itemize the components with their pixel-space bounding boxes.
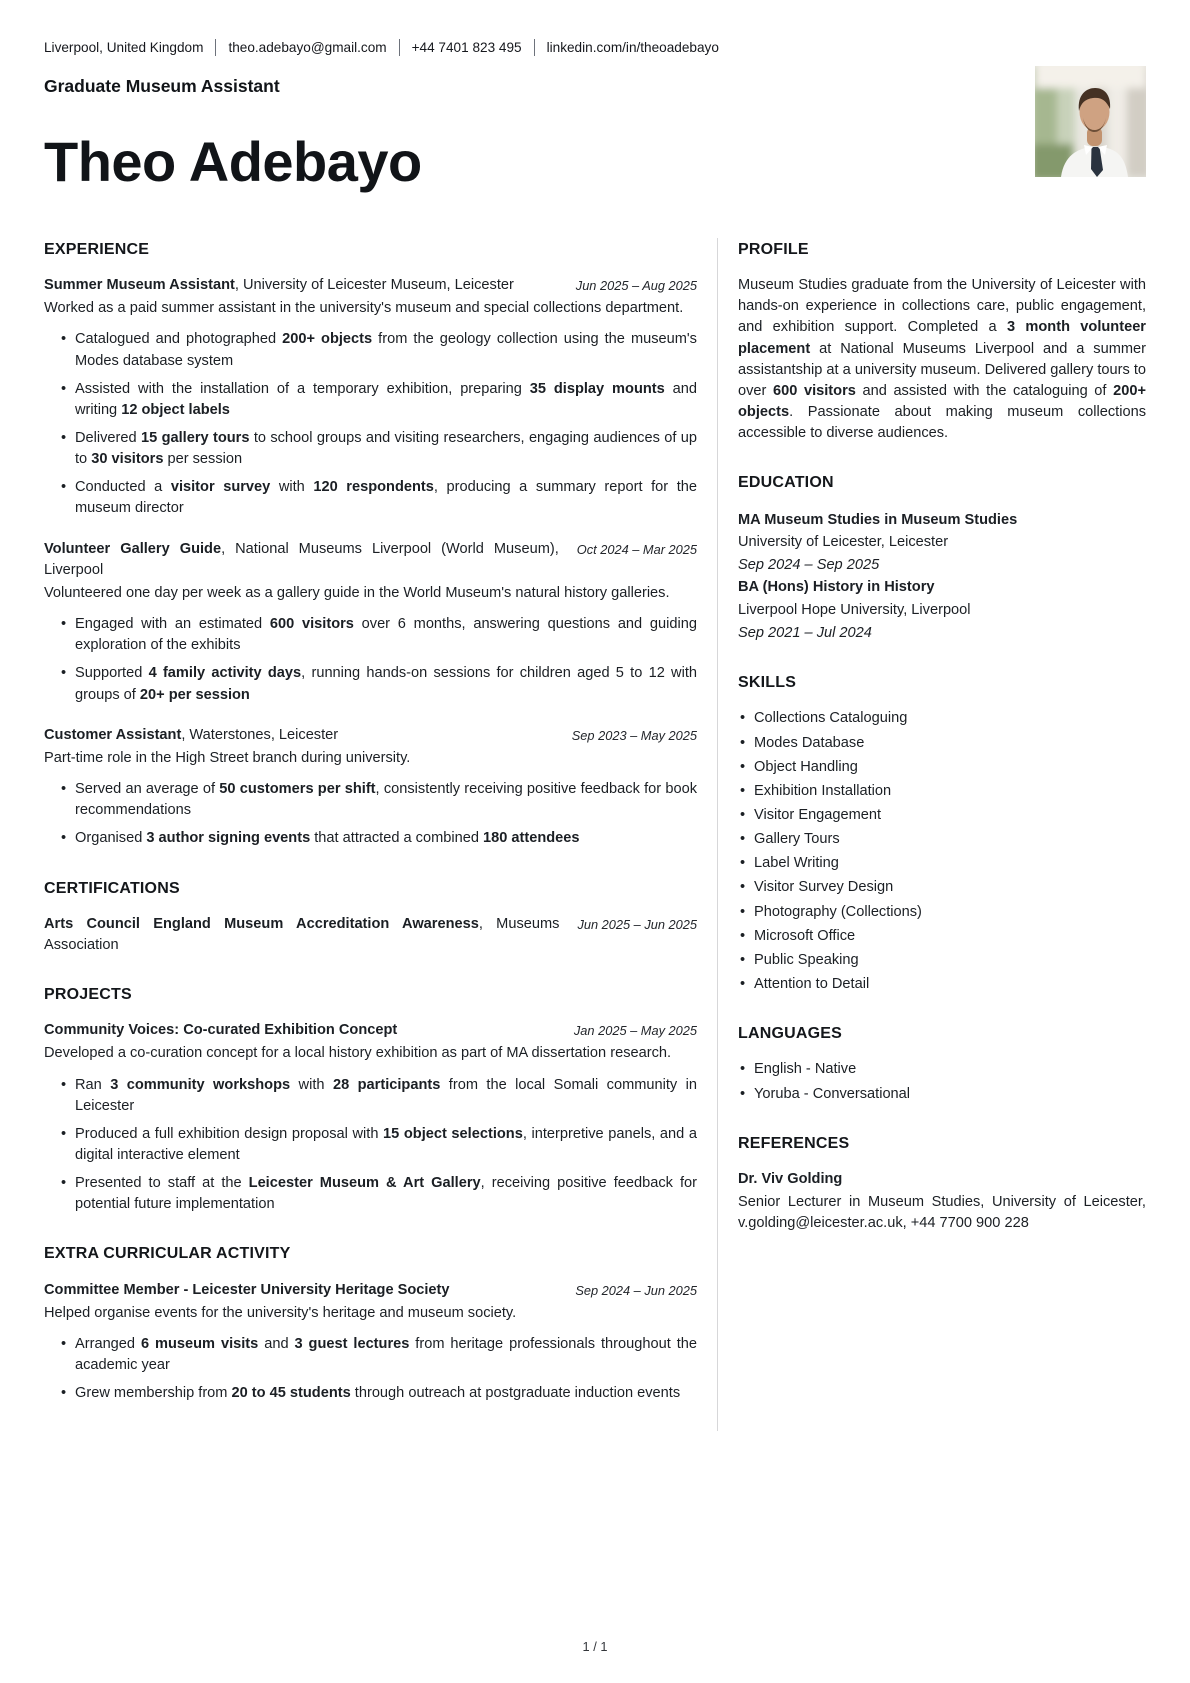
section-heading: PROFILE [738,240,809,258]
phone-text: +44 7401 823 495 [411,40,522,55]
entry-header [44,725,697,746]
entry-header [44,275,697,296]
right-column [718,238,1146,1432]
bullet-item: • Supported 4 family activity days, running hands-on sessions for children aged 5 to 12 with groups of 20+ per session [44,663,697,705]
bullet-item: • Conducted a visitor survey with 120 respondents, producing a summary report for the museum director [44,477,697,519]
contact-separator [399,39,400,56]
entry-arts-council-england-museum-accreditatio [44,914,697,956]
bullet-item: • Organised 3 author signing events that attracted a combined 180 attendees [44,828,697,849]
entry-volunteer-gallery-guide [44,539,697,706]
bullet-item: • Assisted with the installation of a temporary exhibition, preparing 35 display mounts and writing 12 object labels [44,379,697,421]
entry-title: Committee Member - Leicester University Heritage Society [44,1281,450,1298]
entry-summary: Part-time role in the High Street branch during university. [44,749,411,766]
resume-columns [44,238,1146,1432]
entry-customer-assistant [44,725,697,850]
school-name: Liverpool Hope University, Liverpool [738,601,971,618]
entry-committee-member-leicester-university-he [44,1280,697,1405]
entry-summary: Helped organise events for the university's heritage and museum society. [44,1304,517,1321]
section-certifications [44,877,697,957]
bullet-item: • Grew membership from 20 to 45 students through outreach at postgraduate induction events [44,1383,697,1404]
entry-community-voices-co-curated-exhibition-c [44,1020,697,1215]
skills-item: • Public Speaking [738,950,1146,971]
linkedin-text: linkedin.com/in/theoadebayo [546,40,719,55]
entry-summary: Worked as a paid summer assistant in the university's museum and special collections department. [44,300,684,317]
entry-header [44,914,697,956]
skills-item: • Gallery Tours [738,829,1146,850]
entry-date: Jun 2025 – Aug 2025 [575,278,697,294]
section-experience [44,238,697,850]
section-profile [738,238,1146,444]
skills-item: • Label Writing [738,853,1146,874]
section-heading: SKILLS [738,674,797,692]
profile-text: Museum Studies graduate from the University of Leicester with hands-on experience in collections care, public engagement, and exhibition support. Completed a 3 month volunteer placement at National Museums Liverpool and a summer assistantship at a university museum. Delivered gallery tours to over 600 visitors and assisted with the cataloguing of 200+ objects. Passionate about making museum collections accessible to diverse audiences. [738,277,1146,442]
section-skills [738,671,1146,995]
skills-item: • Attention to Detail [738,974,1146,995]
contact-row [44,38,1146,58]
languages-item: • English - Native [738,1059,1146,1080]
skills-list [738,708,1146,995]
bullet-item: • Arranged 6 museum visits and 3 guest lectures from heritage professionals throughout the academic year [44,1334,697,1376]
reference-name: Dr. Viv Golding [738,1170,843,1187]
degree-title: MA Museum Studies in Museum Studies [738,511,1018,528]
languages-list [738,1059,1146,1104]
reference-detail: Senior Lecturer in Museum Studies, University of Leicester, v.golding@leicester.ac.uk, +44 7700 900 228 [738,1194,1146,1232]
section-heading: EDUCATION [738,474,834,492]
entry-date: Sep 2023 – May 2025 [571,727,697,743]
skills-item: • Exhibition Installation [738,781,1146,802]
entry-summer-museum-assistant [44,275,697,520]
job-title: Graduate Museum Assistant [44,75,280,96]
skills-item: • Object Handling [738,757,1146,778]
portrait-illustration [1035,66,1146,177]
entry-summary: Volunteered one day per week as a gallery guide in the World Museum's natural history galleries. [44,584,670,601]
entry-date: Jun 2025 – Jun 2025 [577,916,697,932]
languages-item: • Yoruba - Conversational [738,1084,1146,1105]
section-education [738,471,1146,644]
section-heading: EXTRA CURRICULAR ACTIVITY [44,1245,291,1263]
entry-header [44,1020,697,1041]
skills-item: • Visitor Engagement [738,805,1146,826]
section-heading: EXPERIENCE [44,240,150,258]
bullet-list [44,329,697,519]
entry-summary: Developed a co-curation concept for a local history exhibition as part of MA dissertation research. [44,1045,672,1062]
education-date: Sep 2024 – Sep 2025 [738,556,880,573]
degree-title: BA (Hons) History in History [738,579,935,596]
section-heading: REFERENCES [738,1134,850,1152]
entry-date: Oct 2024 – Mar 2025 [576,541,697,557]
skills-item: • Microsoft Office [738,926,1146,947]
bullet-item: • Presented to staff at the Leicester Museum & Art Gallery, receiving positive feedback for potential future implementation [44,1173,697,1215]
skills-item: • Modes Database [738,733,1146,754]
bullet-list [44,614,697,706]
section-projects [44,983,697,1215]
contact-separator [534,39,535,56]
bullet-item: • Catalogued and photographed 200+ objects from the geology collection using the museum's Modes database system [44,329,697,371]
section-heading: PROJECTS [44,986,132,1003]
skills-item: • Photography (Collections) [738,902,1146,923]
section-heading: CERTIFICATIONS [44,879,180,897]
entry-title: Arts Council England Museum Accreditation Awareness, Museums Association [44,915,560,953]
education-entry [738,576,1146,644]
school-name: University of Leicester, Leicester [738,534,949,551]
profile-photo [1035,66,1146,177]
entry-header [44,1280,697,1301]
entry-title: Customer Assistant, Waterstones, Leicester [44,726,339,743]
bullet-item: • Ran 3 community workshops with 28 participants from the local Somali community in Leicester [44,1075,697,1117]
education-date: Sep 2021 – Jul 2024 [738,624,872,641]
section-languages [738,1022,1146,1105]
bullet-item: • Produced a full exhibition design proposal with 15 object selections, interpretive panels, and a digital interactive element [44,1124,697,1166]
bullet-item: • Delivered 15 gallery tours to school groups and visiting researchers, engaging audiences of up to 30 visitors per session [44,428,697,470]
location-text: Liverpool, United Kingdom [44,40,204,55]
page-number: 1 / 1 [582,1639,608,1655]
contact-separator [215,39,216,56]
bullet-list [44,779,697,849]
section-heading: LANGUAGES [738,1025,843,1043]
section-extra-curricular-activity [44,1242,697,1404]
skills-item: • Collections Cataloguing [738,708,1146,729]
section-references [738,1132,1146,1235]
bullet-item: • Engaged with an estimated 600 visitors over 6 months, answering questions and guiding exploration of the exhibits [44,614,697,656]
education-entry [738,509,1146,577]
left-column [44,238,697,1432]
entry-title: Summer Museum Assistant, University of Leicester Museum, Leicester [44,277,514,294]
skills-item: • Visitor Survey Design [738,877,1146,898]
entry-date: Sep 2024 – Jun 2025 [575,1282,697,1298]
entry-title: Volunteer Gallery Guide, National Museums Liverpool (World Museum), Liverpool [44,540,559,578]
bullet-list [44,1334,697,1404]
entry-title: Community Voices: Co-curated Exhibition Concept [44,1022,398,1039]
candidate-name: Theo Adebayo [44,130,422,194]
entry-date: Jan 2025 – May 2025 [573,1023,697,1039]
email-text: theo.adebayo@gmail.com [228,40,387,55]
bullet-item: • Served an average of 50 customers per shift, consistently receiving positive feedback for book recommendations [44,779,697,821]
entry-header [44,539,697,581]
bullet-list [44,1075,697,1216]
